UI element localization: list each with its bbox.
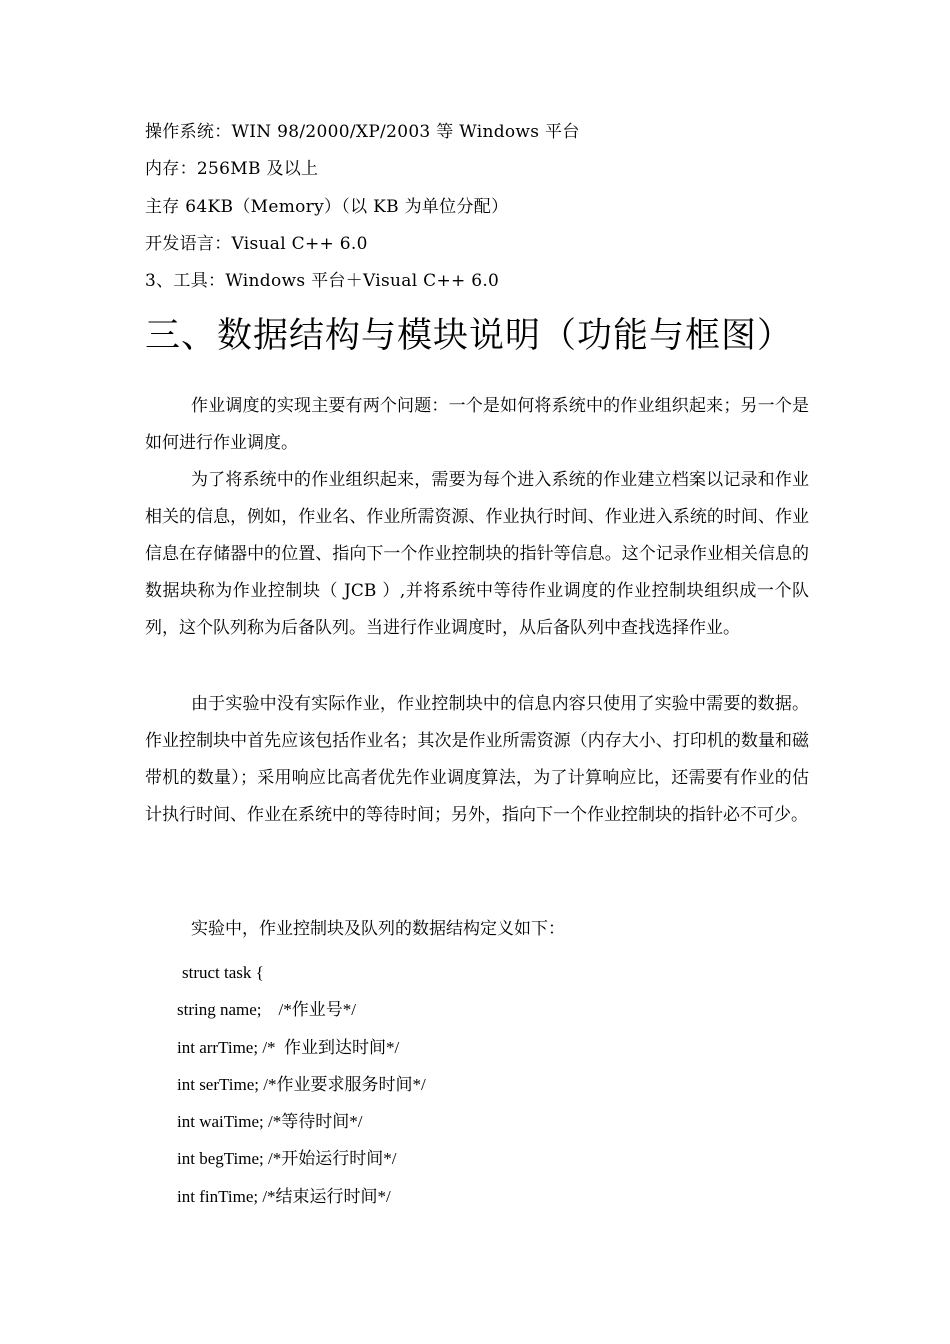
code-line-begtime: int begTime; /*开始运行时间*/ (177, 1149, 397, 1168)
env-memory-line: 内存：256MB 及以上 (145, 159, 319, 179)
paragraph-2: 为了将系统中的作业组织起来，需要为每个进入系统的作业建立档案以记录和作业相关的信息，例如，作业名、作业所需资源、作业执行时间、作业进入系统的时间、作业信息在存储器中的位置、指向下一个作业控制块的指针等信息。这个记录作业相关信息的数据块称为作业控制块（ JCB ）,并将系统中等待作业调度的作业控制块组织成一个队列，这个队列称为后备队列。当进行作业调度时，从后备队列中查找选择作业。 (145, 470, 809, 638)
code-line-arrtime: int arrTime; /* 作业到达时间*/ (177, 1038, 400, 1057)
section-title: 三、数据结构与模块说明（功能与框图） (145, 316, 794, 356)
code-line-waitime: int waiTime; /*等待时间*/ (177, 1112, 363, 1131)
code-line-fintime: int finTime; /*结束运行时间*/ (177, 1187, 391, 1206)
env-main-storage-line: 主存 64KB（Memory）（以 KB 为单位分配） (145, 197, 509, 217)
paragraph-1: 作业调度的实现主要有两个问题：一个是如何将系统中的作业组织起来；另一个是如何进行作业调度。 (145, 396, 809, 453)
paragraph-3: 由于实验中没有实际作业，作业控制块中的信息内容只使用了实验中需要的数据。作业控制块中首先应该包括作业名；其次是作业所需资源（内存大小、打印机的数量和磁带机的数量）；采用响应比高者优先作业调度算法，为了计算响应比，还需要有作业的估计执行时间、作业在系统中的等待时间；另外，指向下一个作业控制块的指针必不可少。 (145, 694, 809, 825)
env-tools-line: 3、工具：Windows 平台＋Visual C++ 6.0 (145, 271, 500, 291)
struct-intro: 实验中，作业控制块及队列的数据结构定义如下： (191, 919, 565, 939)
env-os-line: 操作系统：WIN 98/2000/XP/2003 等 Windows 平台 (145, 122, 580, 142)
code-line-name: string name; /*作业号*/ (177, 1000, 356, 1019)
code-line-struct: struct task { (182, 963, 264, 982)
env-language-line: 开发语言：Visual C++ 6.0 (145, 234, 368, 254)
code-line-sertime: int serTime; /*作业要求服务时间*/ (177, 1075, 426, 1094)
